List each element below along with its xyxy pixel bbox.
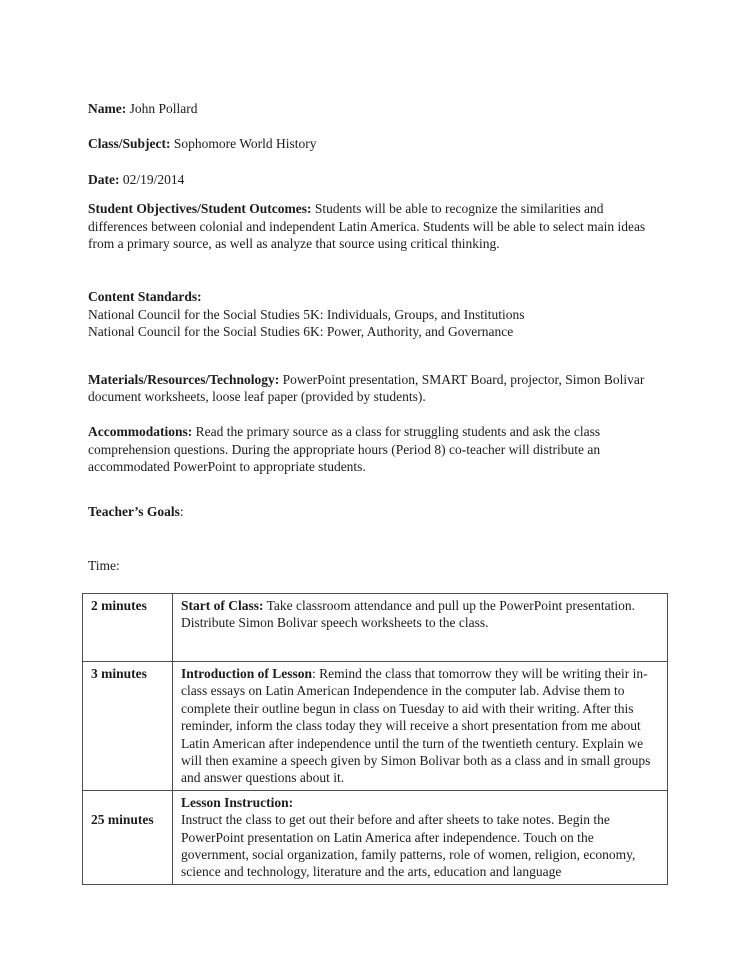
section-time-label: Time: (88, 558, 120, 574)
section-teachers-goals (88, 503, 666, 520)
table-row (83, 594, 668, 662)
field-class-subject-value: Sophomore World History (170, 136, 317, 152)
field-class-subject-label: Class/Subject: (88, 136, 171, 152)
activity-title: Lesson Instruction: (181, 794, 294, 810)
schedule-time-cell: 3 minutes (83, 662, 173, 791)
section-accommodations (88, 423, 666, 475)
section-objectives (88, 200, 666, 252)
section-content-standards-label: Content Standards: (88, 289, 202, 305)
section-accommodations-text: Read the primary source as a class for struggling students and ask the class comprehension questions. During the appropriate hours (Period 8) co-teacher will distribute an accommodated PowerPoint to appropriate students. (88, 424, 601, 475)
section-materials (88, 371, 666, 406)
field-name-value: John Pollard (126, 101, 198, 116)
section-teachers-goals-label: Teacher’s Goals (88, 503, 180, 519)
activity-title: Start of Class: (181, 598, 264, 613)
activity-title: Introduction of Lesson (181, 666, 313, 681)
field-date (88, 171, 666, 188)
content-standard-line: National Council for the Social Studies 6K: Power, Authority, and Governance (88, 324, 514, 340)
table-row (83, 662, 668, 791)
section-accommodations-label: Accommodations: (88, 424, 193, 440)
section-objectives-label: Student Objectives/Student Outcomes: (88, 201, 312, 217)
field-class-subject (88, 135, 666, 152)
field-name-label: Name: (88, 101, 127, 116)
section-materials-label: Materials/Resources/Technology: (88, 371, 280, 387)
schedule-activity-cell (173, 594, 668, 662)
section-materials-text: PowerPoint presentation, SMART Board, projector, Simon Bolivar document worksheets, loose leaf paper (provided by students). (88, 371, 645, 405)
section-content-standards (88, 288, 666, 340)
document-body (88, 100, 666, 575)
schedule-activity-cell (173, 790, 668, 884)
section-teachers-goals-colon: : (179, 503, 184, 519)
schedule-activity-cell: Introduction of Lesson: Remind the class that tomorrow they will be writing their in-class essays on Latin American Independence in the computer lab. Advise them to complete their outline begun in class on Tuesday to aid with their writing. After this reminder, inform the class today they will receive a short presentation from me about Latin American after independence until the turn of the twentieth century. Explain we will then examine a speech given by Simon Bolivar both as a class and in small groups and answer questions about it. (173, 662, 668, 791)
content-standard-line: National Council for the Social Studies 5K: Individuals, Groups, and Institutions (88, 306, 525, 322)
schedule-table (82, 593, 668, 885)
schedule-time-cell: 25 minutes (83, 790, 173, 884)
field-date-value: 02/19/2014 (119, 171, 185, 187)
activity-text: Instruct the class to get out their before and after sheets to take notes. Begin the PowerPoint presentation on Latin America after independence. Touch on the government, social organization, family patterns, role of women, religion, economy, science and technology, literature and the arts, education and language (181, 812, 636, 880)
schedule-time-cell: 2 minutes (83, 594, 173, 662)
table-row (83, 790, 668, 884)
activity-text: Take classroom attendance and pull up the PowerPoint presentation. Distribute Simon Bolivar speech worksheets to the class. (181, 598, 635, 631)
section-objectives-text: Students will be able to recognize the similarities and differences between colonial and independent Latin America. Students will be able to select main ideas from a primary source, as well as analyze that source using critical thinking. (88, 201, 646, 252)
field-name (88, 100, 666, 117)
activity-text: Remind the class that tomorrow they will be writing their in-class essays on Latin American Independence in the computer lab. Advise them to complete their outline begun in class on Tuesday to aid with their writing. After this reminder, inform the class today they will receive a short presentation from me about Latin American after independence until the turn of the twentieth century. Explain we will then examine a speech given by Simon Bolivar both as a class and in small groups and answer questions about it. (181, 666, 651, 786)
field-date-label: Date: (88, 171, 120, 187)
